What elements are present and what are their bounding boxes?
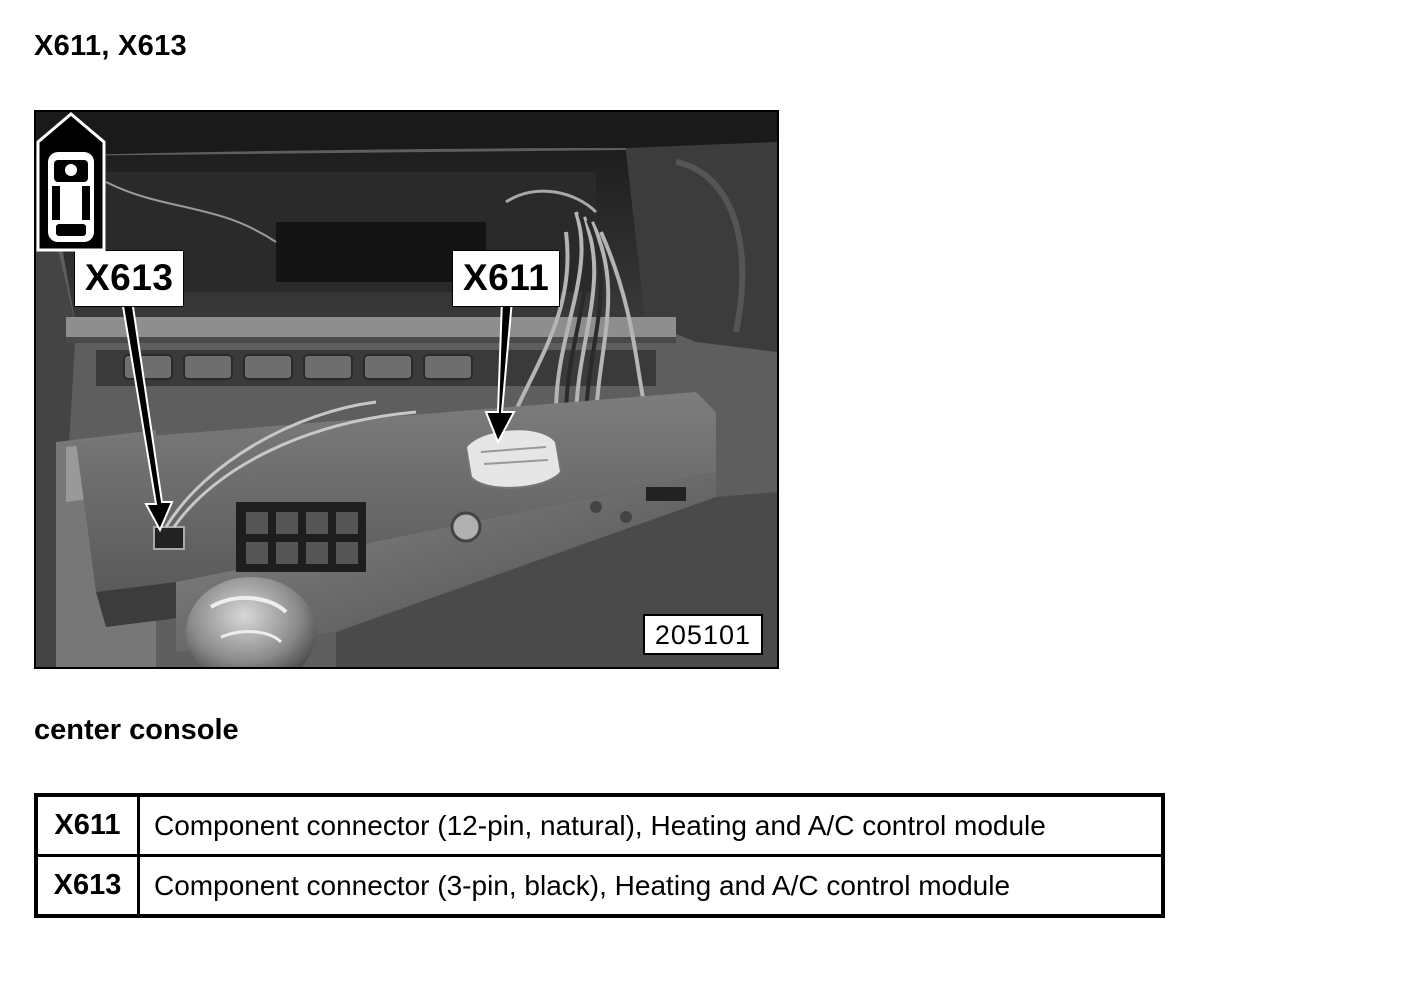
connector-description: Component connector (3-pin, black), Heating and A/C control module bbox=[139, 856, 1164, 917]
callout-x611: X611 bbox=[452, 250, 560, 307]
figure-number: 205101 bbox=[643, 614, 763, 655]
figure-caption: center console bbox=[34, 714, 239, 746]
connector-description: Component connector (12-pin, natural), Heating and A/C control module bbox=[139, 795, 1164, 856]
callout-x613: X613 bbox=[74, 250, 184, 307]
connector-location-photo bbox=[34, 110, 779, 669]
connector-code: X613 bbox=[36, 856, 139, 917]
page-title: X611, X613 bbox=[34, 30, 187, 62]
table-row bbox=[36, 795, 1163, 856]
table-row bbox=[36, 856, 1163, 917]
connector-legend-table bbox=[34, 793, 1165, 918]
car-interior-center-icon bbox=[36, 112, 106, 252]
photo-illustration bbox=[36, 112, 777, 667]
connector-code: X611 bbox=[36, 795, 139, 856]
